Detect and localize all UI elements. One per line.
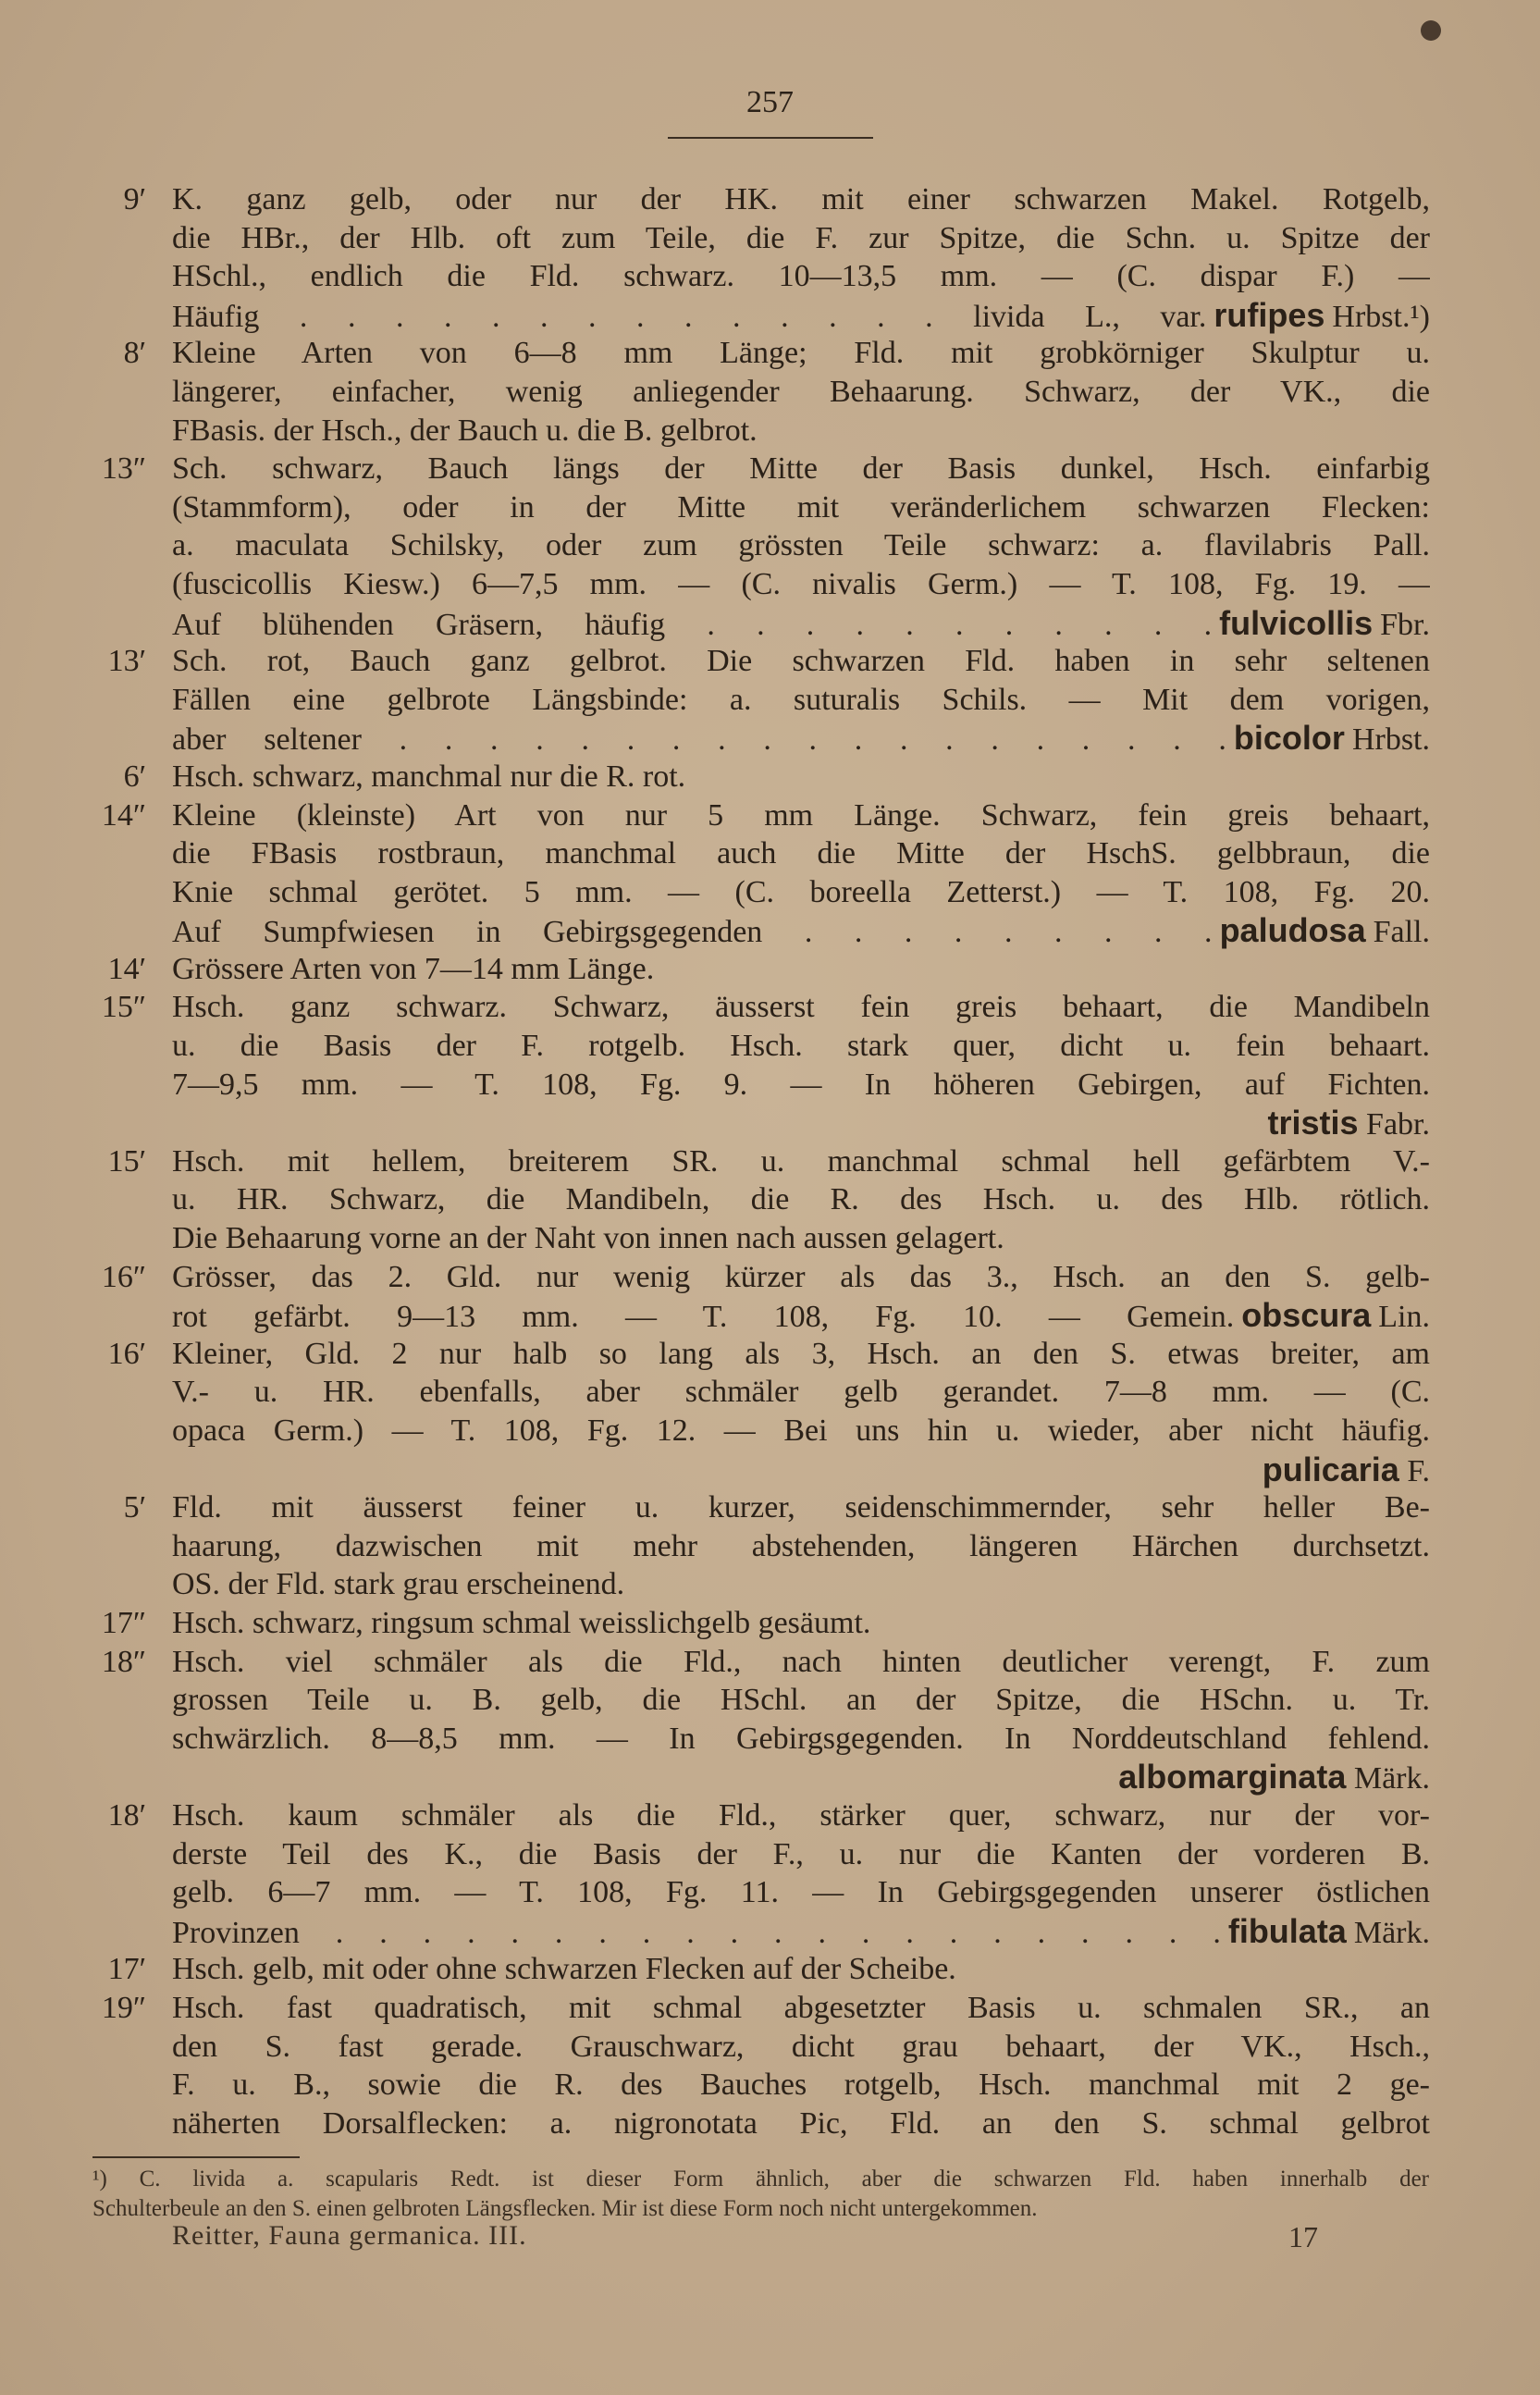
text-line: Hsch. gelb, mit oder ohne schwarzen Flecken auf der Scheibe. [172, 1952, 956, 1987]
species-name: albomarginata [1118, 1758, 1347, 1796]
text-line: die FBasis rostbraun, manchmal auch die Mitte der HschS. gelbbraun, die [172, 836, 1430, 871]
text-line: Hsch. fast quadratisch, mit schmal abgesetzter Basis u. schmalen SR., an [172, 1990, 1430, 2025]
species-lead-text: Auf blühenden Gräsern, häufig . . . . . . . . . . . [172, 607, 1213, 642]
text-line: Fld. mit äusserst feiner u. kurzer, seidenschimmernder, sehr heller Be- [172, 1490, 1430, 1525]
text-line: gelb. 6—7 mm. — T. 108, Fg. 11. — In Gebirgsgegenden unserer östlichen [172, 1875, 1430, 1910]
species-lead-text: Auf Sumpfwiesen in Gebirgsgegenden . . . . . . . . . [172, 915, 1213, 950]
text-line: Sch. schwarz, Bauch längs der Mitte der Basis dunkel, Hsch. einfarbig [172, 451, 1430, 487]
couplet-number: 16′ [107, 1336, 146, 1371]
species-lead-text: Provinzen . . . . . . . . . . . . . . . . . . . . . [172, 1915, 1221, 1950]
text-line: Kleiner, Gld. 2 nur halb so lang als 3, Hsch. an den S. etwas breiter, am [172, 1336, 1430, 1371]
species-name: bicolor [1233, 719, 1345, 758]
species-lead-text: rot gefärbt. 9—13 mm. — T. 108, Fg. 10. — Gemein. [172, 1300, 1235, 1335]
key-entry [0, 1950, 1540, 1989]
text-line: Die Behaarung vorne an der Naht von innen nach aussen gelagert. [172, 1221, 1004, 1256]
species-line [172, 1451, 1430, 1489]
entry-text [172, 1258, 1430, 1335]
key-entry [0, 642, 1540, 758]
key-entry [0, 1643, 1540, 1796]
key-entry [0, 180, 1540, 334]
text-line: 7—9,5 mm. — T. 108, Fg. 9. — In höheren Gebirgen, auf Fichten. [172, 1067, 1430, 1102]
page-number-rule [668, 137, 873, 139]
species-line [172, 296, 1430, 335]
text-line: haarung, dazwischen mit mehr abstehenden, längeren Härchen durchsetzt. [172, 1528, 1430, 1563]
text-line: F. u. B., sowie die R. des Bauches rotgelb, Hsch. manchmal mit 2 ge- [172, 2068, 1430, 2103]
species-name: fibulata [1227, 1911, 1347, 1950]
entry-text [172, 1142, 1430, 1258]
page-number: 257 [746, 85, 794, 119]
species-author: Fall. [1373, 915, 1430, 950]
species-line [172, 1104, 1430, 1142]
key-entry [0, 1604, 1540, 1643]
entry-text [172, 1643, 1430, 1796]
text-line: Hsch. kaum schmäler als die Fld., stärker quer, schwarz, nur der vor- [172, 1797, 1430, 1833]
text-line: Kleine Arten von 6—8 mm Länge; Fld. mit grobkörniger Skulptur u. [172, 336, 1430, 371]
text-line: (Stammform), oder in der Mitte mit veränderlichem schwarzen Flecken: [172, 489, 1430, 525]
entry-text [172, 796, 1430, 950]
text-line: Kleine (kleinste) Art von nur 5 mm Länge. Schwarz, fein greis behaart, [172, 797, 1430, 833]
text-line: Hsch. schwarz, ringsum schmal weisslichgelb gesäumt. [172, 1605, 871, 1640]
species-line [172, 719, 1430, 758]
text-line: grossen Teile u. B. gelb, die HSchl. an der Spitze, die HSchn. u. Tr. [172, 1683, 1430, 1718]
couplet-number: 19″ [101, 1990, 146, 2025]
entry-text [172, 1950, 1430, 1989]
footnote [92, 2165, 1429, 2224]
text-line: K. ganz gelb, oder nur der HK. mit einer schwarzen Makel. Rotgelb, [172, 182, 1430, 216]
entry-text [172, 334, 1430, 450]
footnote-line: Schulterbeule an den S. einen gelbroten Längsflecken. Mir ist diese Form noch nicht untergekommen. [92, 2196, 1038, 2221]
text-line: a. maculata Schilsky, oder zum grössten Teile schwarz: a. flavilabris Pall. [172, 528, 1430, 563]
species-line [172, 1758, 1430, 1796]
couplet-number: 13″ [101, 451, 146, 487]
text-line: u. die Basis der F. rotgelb. Hsch. stark quer, dicht u. fein behaart. [172, 1029, 1430, 1064]
footnote-line: ¹) C. livida a. scapularis Redt. ist dieser Form ähnlich, aber die schwarzen Fld. haben innerhalb der [92, 2167, 1429, 2191]
text-line: schwärzlich. 8—8,5 mm. — In Gebirgsgegenden. In Norddeutschland fehlend. [172, 1721, 1430, 1756]
couplet-number: 14″ [101, 797, 146, 833]
text-line: Knie schmal gerötet. 5 mm. — (C. boreella Zetterst.) — T. 108, Fg. 20. [172, 874, 1430, 909]
key-entry [0, 1796, 1540, 1950]
key-entry [0, 758, 1540, 796]
text-line: Hsch. viel schmäler als die Fld., nach hinten deutlicher verengt, F. zum [172, 1644, 1430, 1679]
key-entry [0, 450, 1540, 642]
couplet-number: 6′ [123, 759, 146, 794]
species-line [172, 1296, 1430, 1335]
footnote-rule [92, 2156, 300, 2158]
species-author: Fbr. [1380, 607, 1430, 642]
species-lead-text: aber seltener . . . . . . . . . . . . . . . . . . . [172, 722, 1226, 758]
sheet-number: 17 [1288, 2220, 1318, 2253]
text-line: Hsch. ganz schwarz. Schwarz, äusserst fein greis behaart, die Mandibeln [172, 990, 1430, 1025]
couplet-number: 13′ [107, 644, 146, 679]
couplet-number: 8′ [123, 336, 146, 371]
species-name: rufipes [1214, 295, 1325, 334]
couplet-number: 15″ [101, 990, 146, 1025]
couplet-number: 9′ [123, 182, 146, 216]
species-name: paludosa [1219, 911, 1366, 950]
key-entry [0, 1258, 1540, 1335]
text-line: Grössere Arten von 7—14 mm Länge. [172, 951, 655, 986]
species-name: obscura [1241, 1296, 1372, 1335]
species-author: Märk. [1353, 1915, 1430, 1950]
ink-spot [1421, 20, 1441, 41]
entry-text [172, 1796, 1430, 1950]
text-line: Fällen eine gelbrote Längsbinde: a. suturalis Schils. — Mit dem vorigen, [172, 682, 1430, 717]
key-entry [0, 1488, 1540, 1604]
entry-text [172, 1335, 1430, 1488]
text-line: HSchl., endlich die Fld. schwarz. 10—13,5 mm. — (C. dispar F.) — [172, 259, 1430, 294]
key-entry [0, 1142, 1540, 1258]
text-line: Grösser, das 2. Gld. nur wenig kürzer als das 3., Hsch. an den S. gelb- [172, 1259, 1430, 1294]
entry-text [172, 1604, 1430, 1643]
key-entry [0, 950, 1540, 989]
entry-text [172, 1989, 1430, 2142]
couplet-number: 17″ [101, 1605, 146, 1640]
couplet-number: 14′ [107, 951, 146, 986]
couplet-number: 18″ [101, 1644, 146, 1679]
species-author: F. [1407, 1453, 1430, 1488]
species-author: Lin. [1378, 1300, 1430, 1335]
key-entry [0, 796, 1540, 950]
species-line [172, 604, 1430, 643]
text-line: Hsch. schwarz, manchmal nur die R. rot. [172, 759, 686, 794]
couplet-number: 16″ [101, 1259, 146, 1294]
entry-text [172, 450, 1430, 642]
key-entry [0, 988, 1540, 1142]
couplet-number: 18′ [107, 1797, 146, 1833]
running-footer: Reitter, Fauna germanica. III. [172, 2220, 527, 2251]
key-entry [0, 1335, 1540, 1488]
text-line: u. HR. Schwarz, die Mandibeln, die R. des Hsch. u. des Hlb. rötlich. [172, 1182, 1430, 1217]
text-line: OS. der Fld. stark grau erscheinend. [172, 1567, 625, 1602]
couplet-number: 15′ [107, 1143, 146, 1179]
species-author: Hrbst. [1351, 722, 1430, 758]
text-line: den S. fast gerade. Grauschwarz, dicht grau behaart, der VK., Hsch., [172, 2029, 1430, 2064]
entry-text [172, 758, 1430, 796]
species-author: Märk. [1353, 1761, 1430, 1796]
species-name: fulvicollis [1219, 603, 1374, 642]
entry-text [172, 950, 1430, 989]
couplet-number: 5′ [123, 1490, 146, 1525]
text-line: längerer, einfacher, wenig anliegender Behaarung. Schwarz, der VK., die [172, 374, 1430, 409]
text-line: (fuscicollis Kiesw.) 6—7,5 mm. — (C. nivalis Germ.) — T. 108, Fg. 19. — [172, 566, 1430, 601]
text-line: näherten Dorsalflecken: a. nigronotata Pic, Fld. an den S. schmal gelbrot [172, 2105, 1430, 2141]
species-name: tristis [1267, 1104, 1359, 1142]
text-line: die HBr., der Hlb. oft zum Teile, die F. zur Spitze, die Schn. u. Spitze der [172, 220, 1430, 255]
text-line: V.- u. HR. ebenfalls, aber schmäler gelb gerandet. 7—8 mm. — (C. [172, 1375, 1430, 1410]
entry-text [172, 180, 1430, 334]
species-lead-text: Häufig . . . . . . . . . . . . . . livida L., var. [172, 299, 1207, 334]
entry-text [172, 642, 1430, 758]
key-entries [0, 180, 1540, 2142]
key-entry [0, 334, 1540, 450]
text-line: opaca Germ.) — T. 108, Fg. 12. — Bei uns hin u. wieder, aber nicht häufig. [172, 1414, 1430, 1448]
text-line: Sch. rot, Bauch ganz gelbrot. Die schwarzen Fld. haben in sehr seltenen [172, 644, 1430, 679]
text-line: derste Teil des K., die Basis der F., u. nur die Kanten der vorderen B. [172, 1836, 1430, 1871]
key-entry [0, 1989, 1540, 2142]
species-author: Fabr. [1366, 1107, 1430, 1142]
couplet-number: 17′ [107, 1952, 146, 1987]
species-line [172, 1912, 1430, 1951]
species-line [172, 911, 1430, 950]
species-author: Hrbst.¹) [1332, 299, 1430, 334]
entry-text [172, 1488, 1430, 1604]
entry-text [172, 988, 1430, 1142]
text-line: FBasis. der Hsch., der Bauch u. die B. gelbrot. [172, 413, 758, 448]
text-line: Hsch. mit hellem, breiterem SR. u. manchmal schmal hell gefärbtem V.- [172, 1143, 1430, 1179]
species-name: pulicaria [1262, 1450, 1399, 1488]
